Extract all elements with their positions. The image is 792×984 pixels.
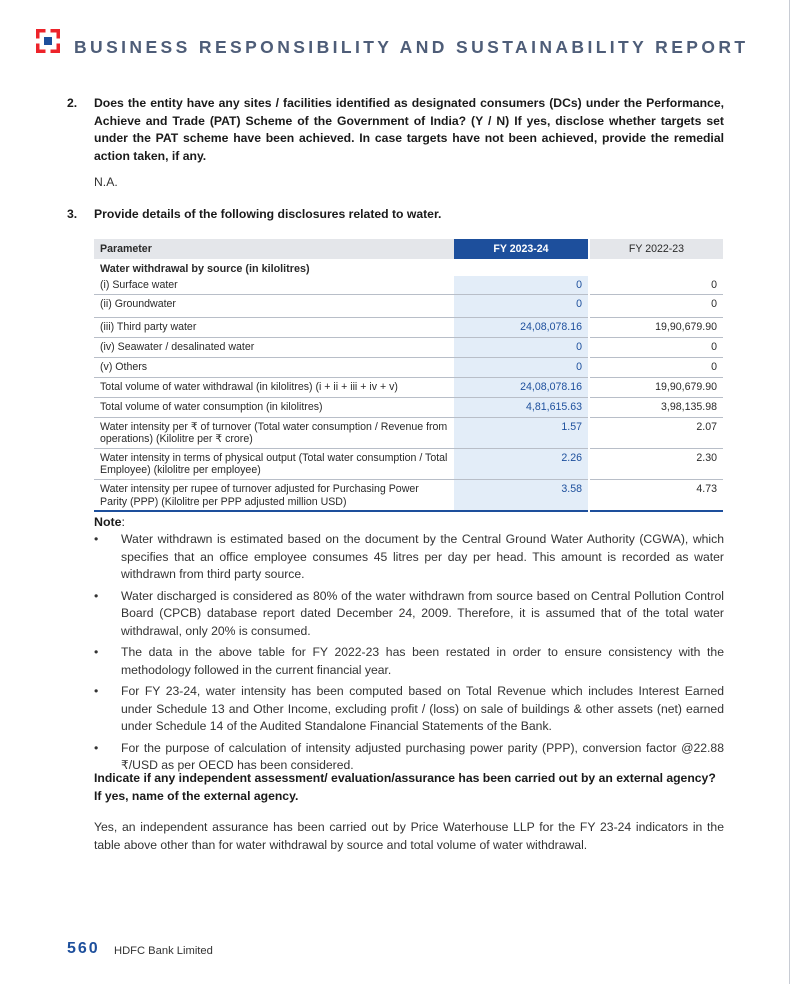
- table-row: [94, 357, 723, 377]
- table-row: [94, 479, 723, 511]
- table-row: [94, 276, 723, 294]
- table-row: [94, 377, 723, 397]
- note-label: Note: [94, 515, 122, 529]
- company-name: HDFC Bank Limited: [114, 945, 213, 957]
- row-fy0-value: 0: [590, 276, 723, 294]
- row-fy0-value: 0: [590, 357, 723, 377]
- page-edge-line: [789, 0, 790, 984]
- note-text: The data in the above table for FY 2022-23 has been restated in order to ensure consistency with the methodology followed in the current financial year.: [121, 645, 724, 677]
- report-title: BUSINESS RESPONSIBILITY AND SUSTAINABILITY REPORT: [74, 37, 749, 57]
- row-parameter: (v) Others: [94, 357, 454, 377]
- hdfc-logo: [36, 29, 60, 53]
- table-row: [94, 337, 723, 357]
- header-fy-2023-24: FY 2023-24: [454, 239, 588, 259]
- page-number: 560: [67, 940, 100, 957]
- table-row: [94, 294, 723, 317]
- row-fy1-value: 0: [454, 294, 588, 317]
- list-item: [94, 644, 724, 679]
- row-fy0-value: 19,90,679.90: [590, 317, 723, 337]
- row-fy0-value: 0: [590, 294, 723, 317]
- bullet-icon: •: [94, 645, 99, 659]
- question-text: Provide details of the following disclosures related to water.: [94, 207, 442, 221]
- row-fy1-value: 0: [454, 337, 588, 357]
- table-row: [94, 417, 723, 448]
- row-fy0-value: 2.07: [590, 417, 723, 448]
- row-fy1-value: 1.57: [454, 417, 588, 448]
- row-parameter: (iii) Third party water: [94, 317, 454, 337]
- water-disclosure-table: [94, 239, 723, 512]
- row-fy1-value: 0: [454, 357, 588, 377]
- row-fy1-value: 24,08,078.16: [454, 317, 588, 337]
- note-text: Water discharged is considered as 80% of the water withdrawn from source based on Central Pollution Control Board (CPCB) database report dated December 24, 2009. Therefore, it is assumed that of the total water withdrawal, only 20% is consumed.: [121, 588, 724, 638]
- row-parameter: (ii) Groundwater: [94, 294, 454, 317]
- row-parameter: Water intensity in terms of physical output (Total water consumption / Total Employee) (kilolitre per employee): [94, 448, 454, 479]
- question-text: Does the entity have any sites / facilities identified as designated consumers (DCs) under the Performance, Achieve and Trade (PAT) Scheme of the Government of India? (Y / N) If yes, disclose whether targets set under the PAT scheme have been achieved. In case targets have not been achieved, provide the remedial action taken, if any.: [94, 96, 724, 163]
- question-number: 3.: [67, 207, 78, 221]
- row-fy0-value: 2.30: [590, 448, 723, 479]
- row-fy0-value: 0: [590, 337, 723, 357]
- assurance-question: Indicate if any independent assessment/ evaluation/assurance has been carried out by an external agency? If yes, name of the external agency.: [94, 771, 716, 803]
- row-parameter: (i) Surface water: [94, 276, 454, 294]
- note-text: Water withdrawn is estimated based on the document by the Central Ground Water Authority (CGWA), which specifies that an office employee consumes 45 litres per day per head. This amount is recorded as water withdrawn from third party source.: [121, 532, 724, 581]
- list-item: [94, 531, 724, 584]
- note-list: [94, 531, 724, 779]
- bullet-icon: •: [94, 532, 99, 546]
- bullet-icon: •: [94, 740, 99, 755]
- row-fy0-value: 3,98,135.98: [590, 397, 723, 417]
- list-item: [94, 683, 724, 736]
- list-item: [94, 588, 724, 641]
- row-fy0-value: 19,90,679.90: [590, 377, 723, 397]
- note-text: For FY 23-24, water intensity has been computed based on Total Revenue which includes Interest Earned under Schedule 13 and Other Income, excluding profit / (loss) on sale of buildings & other assets (net) earned under Schedule 14 of the Audited Standalone Financial Statements of the Bank.: [121, 684, 724, 733]
- header-fy-2022-23: FY 2022-23: [590, 239, 723, 259]
- bullet-icon: •: [94, 684, 99, 698]
- question-number: 2.: [67, 96, 78, 110]
- table-row: [94, 317, 723, 337]
- row-parameter: Water intensity per rupee of turnover adjusted for Purchasing Power Parity (PPP) (Kilolitre per PPP adjusted million USD): [94, 479, 454, 511]
- note-heading: [94, 515, 125, 529]
- section-row: [94, 259, 723, 276]
- header-parameter: Parameter: [94, 239, 454, 259]
- section-heading: Water withdrawal by source (in kilolitres): [100, 263, 310, 275]
- row-parameter: Total volume of water withdrawal (in kilolitres) (i + ii + iii + iv + v): [94, 377, 454, 397]
- table-row: [94, 448, 723, 479]
- note-colon: :: [121, 515, 125, 529]
- assurance-answer: Yes, an independent assurance has been carried out by Price Waterhouse LLP for the FY 23-24 indicators in the table above other than for water withdrawal by source and total volume of water withdrawal.: [94, 820, 724, 852]
- question-2-answer: N.A.: [94, 175, 118, 189]
- row-fy1-value: 2.26: [454, 448, 588, 479]
- row-fy1-value: 3.58: [454, 479, 588, 511]
- row-fy0-value: 4.73: [590, 479, 723, 511]
- row-fy1-value: 24,08,078.16: [454, 377, 588, 397]
- row-parameter: Water intensity per ₹ of turnover (Total water consumption / Revenue from operations) (Kilolitre per ₹ crore): [94, 417, 454, 448]
- bullet-icon: •: [94, 588, 99, 603]
- note-text: For the purpose of calculation of intensity adjusted purchasing power parity (PPP), conversion factor @22.88 ₹/USD as per OECD has been considered.: [121, 740, 724, 772]
- row-fy1-value: 0: [454, 276, 588, 294]
- row-parameter: Total volume of water consumption (in kilolitres): [94, 397, 454, 417]
- table-header-row: [94, 239, 723, 259]
- row-fy1-value: 4,81,615.63: [454, 397, 588, 417]
- table-row: [94, 397, 723, 417]
- row-parameter: (iv) Seawater / desalinated water: [94, 337, 454, 357]
